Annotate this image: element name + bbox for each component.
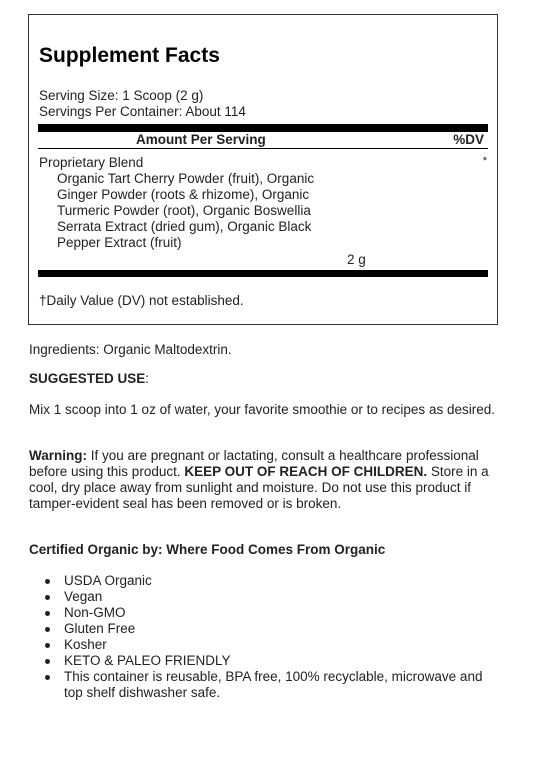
suggested-use-colon: : — [145, 371, 150, 386]
serving-size: Serving Size: 1 Scoop (2 g) — [39, 88, 204, 103]
thin-divider — [38, 148, 488, 149]
features-list — [29, 573, 499, 701]
suggested-use-text: Mix 1 scoop into 1 oz of water, your favorite smoothie or to recipes as desired. — [29, 402, 495, 417]
amount-per-serving-header: Amount Per Serving — [136, 132, 266, 147]
warning-text-1: If you are pregnant or lactating, consult a healthcare professional before using this product. — [29, 448, 479, 479]
facts-title: Supplement Facts — [39, 44, 220, 67]
list-item: KETO & PALEO FRIENDLY — [64, 653, 499, 669]
list-item: Non-GMO — [64, 605, 499, 621]
thick-divider — [38, 124, 488, 132]
list-item: Vegan — [64, 589, 499, 605]
blend-name: Proprietary Blend — [39, 155, 144, 170]
ingredients-text: Ingredients: Organic Maltodextrin. — [29, 342, 232, 357]
list-item: Kosher — [64, 637, 499, 653]
blend-ingredients: Organic Tart Cherry Powder (fruit), Organic Ginger Powder (roots & rhizome), Organic Turmeric Powder (root), Organic Boswellia Serrata Extract (dried gum), Organic Black Pepper Extract (fruit) — [57, 171, 315, 250]
warning-label: Warning: — [29, 448, 87, 463]
list-item: USDA Organic — [64, 573, 499, 589]
warning-paragraph — [29, 448, 499, 512]
supplement-facts-panel — [28, 14, 498, 325]
dv-header: %DV — [453, 132, 484, 147]
blend-dv-asterisk: * — [482, 155, 487, 167]
blend-amount: 2 g — [347, 252, 366, 267]
certified-organic: Certified Organic by: Where Food Comes From Organic — [29, 542, 386, 557]
warning-text-2: Store in a cool, dry place away from sunlight and moisture. Do not use this product if tamper-evident seal has been removed or is broken. — [29, 464, 489, 511]
warning-emphasis: KEEP OUT OF REACH OF CHILDREN. — [184, 464, 428, 479]
dv-footnote: †Daily Value (DV) not established. — [39, 293, 244, 308]
thick-divider — [38, 270, 488, 277]
list-item: Gluten Free — [64, 621, 499, 637]
list-item: This container is reusable, BPA free, 100% recyclable, microwave and top shelf dishwasher safe. — [64, 669, 499, 701]
servings-per-container: Servings Per Container: About 114 — [39, 104, 246, 119]
suggested-use-label: SUGGESTED USE — [29, 371, 146, 386]
suggested-use-heading — [29, 371, 499, 387]
